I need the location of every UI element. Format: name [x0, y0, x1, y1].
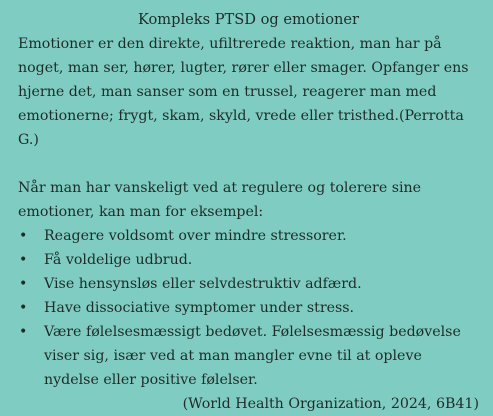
list-item — [18, 320, 479, 392]
document-title: Kompleks PTSD og emotioner — [137, 11, 359, 28]
symptom-list — [18, 224, 479, 392]
bullet-icon: • — [19, 276, 28, 292]
list-item-text: Have dissociative symptomer under stress. — [44, 300, 355, 316]
list-item — [18, 248, 479, 272]
bullet-icon: • — [19, 228, 28, 244]
bullet-icon: • — [19, 324, 28, 340]
list-item-text: Være følelsesmæssigt bedøvet. Følelsesmæssig bedøvelse viser sig, især ved at man mangler evne til at opleve nydelse eller positive følelser. — [44, 324, 461, 388]
paragraph-spacer — [18, 152, 479, 176]
list-item — [18, 272, 479, 296]
regulation-paragraph: Når man har vanskeligt ved at regulere og tolerere sine emotioner, kan man for eksempel: — [18, 180, 422, 220]
list-item-text: Reagere voldsomt over mindre stressorer. — [44, 228, 347, 244]
bullet-icon: • — [19, 252, 28, 268]
list-item-text: Vise hensynsløs eller selvdestruktiv adfærd. — [44, 276, 362, 292]
intro-paragraph: Emotioner er den direkte, ufiltrerede reaktion, man har på noget, man ser, hører, lugter, rører eller smager. Opfanger ens hjerne det, man sanser som en trussel, reagerer man med emotionerne; frygt, skam, skyld, vrede eller tristhed.(Perrotta G.) — [18, 36, 469, 148]
list-item — [18, 224, 479, 248]
citation: (World Health Organization, 2024, 6B41) — [182, 396, 479, 412]
bullet-icon: • — [19, 300, 28, 316]
list-item-text: Få voldelige udbrud. — [44, 252, 193, 268]
list-item — [18, 296, 479, 320]
